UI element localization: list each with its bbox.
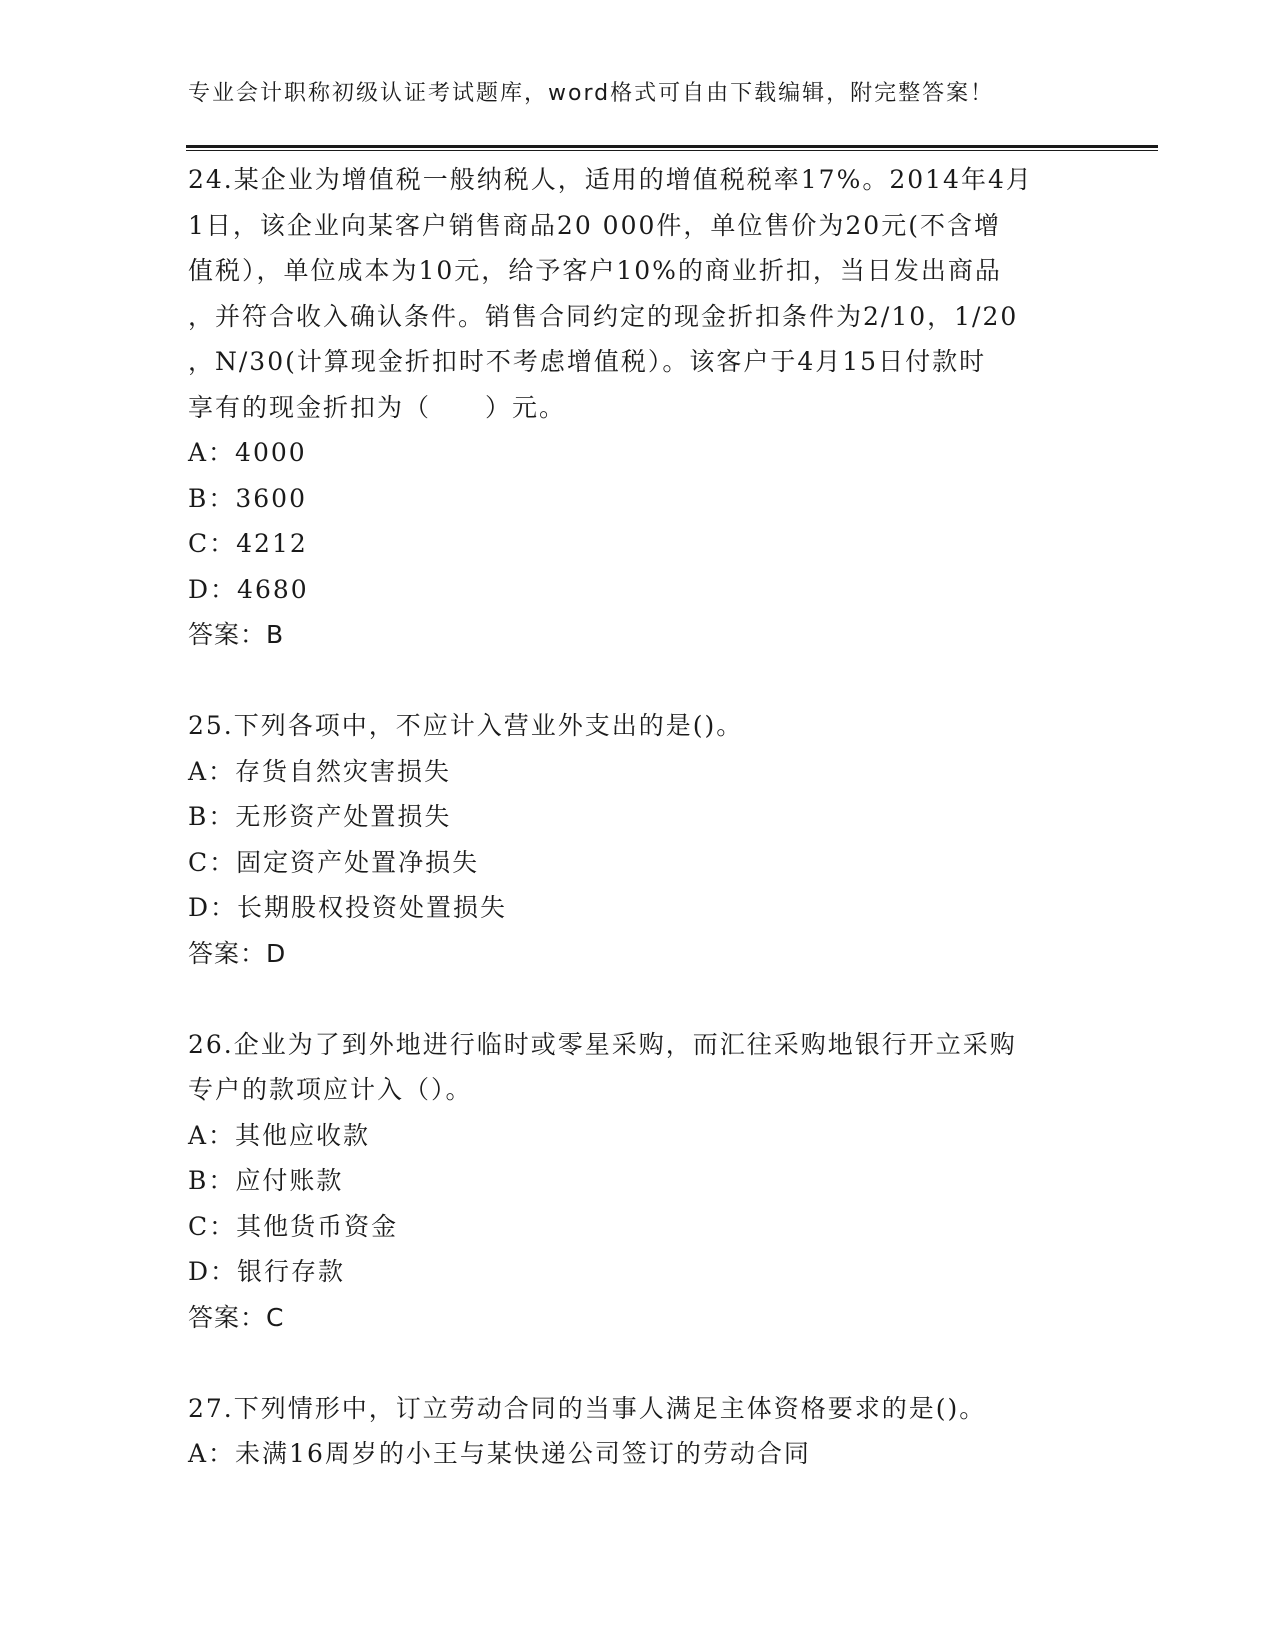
question-block-26 — [188, 1022, 1088, 1341]
question-line: 24.某企业为增值税一般纳税人，适用的增值税税率17%。2014年4月 — [188, 165, 1033, 194]
question-block-24 — [188, 157, 1088, 658]
answer: 答案：D — [188, 938, 287, 968]
option-b: B：3600 — [188, 483, 307, 513]
option-a: A：未满16周岁的小王与某快递公司签订的劳动合同 — [188, 1439, 811, 1468]
question-line: 27.下列情形中，订立劳动合同的当事人满足主体资格要求的是()。 — [188, 1393, 987, 1423]
question-line: ，N/30(计算现金折扣时不考虑增值税）。该客户于4月15日付款时 — [188, 347, 987, 376]
question-line: ，并符合收入确认条件。销售合同约定的现金折扣条件为2/10，1/20 — [188, 301, 1019, 331]
option-a: A：其他应收款 — [188, 1120, 371, 1150]
question-line: 专户的款项应计入（）。 — [188, 1075, 473, 1104]
question-line: 25.下列各项中，不应计入营业外支出的是()。 — [188, 711, 744, 740]
option-a: A：4000 — [188, 438, 307, 467]
question-line: 值税），单位成本为10元，给予客户10%的商业折扣，当日发出商品 — [188, 256, 1002, 285]
question-block-27 — [188, 1386, 1088, 1477]
question-line: 1日，该企业向某客户销售商品20 000件，单位售价为20元(不含增 — [188, 210, 1001, 240]
answer: 答案：B — [188, 620, 285, 649]
header-rule-thin — [186, 150, 1158, 151]
question-line: 26.企业为了到外地进行临时或零星采购，而汇往采购地银行开立采购 — [188, 1029, 1017, 1059]
answer: 答案：C — [188, 1302, 285, 1332]
spacer — [188, 1340, 1088, 1386]
option-b: B：应付账款 — [188, 1166, 344, 1195]
option-a: A：存货自然灾害损失 — [188, 756, 452, 786]
option-c: C：其他货币资金 — [188, 1211, 399, 1241]
option-d: D：银行存款 — [188, 1257, 346, 1286]
option-d: D：长期股权投资处置损失 — [188, 893, 508, 922]
spacer — [188, 658, 1088, 704]
option-b: B：无形资产处置损失 — [188, 802, 452, 831]
question-list — [188, 157, 1088, 1477]
option-d: D：4680 — [188, 574, 309, 604]
header-rule-thick — [186, 145, 1158, 148]
page-header: 专业会计职称初级认证考试题库，word格式可自由下载编辑，附完整答案！ — [188, 81, 995, 106]
question-line: 享有的现金折扣为（ ）元。 — [188, 392, 567, 422]
option-c: C：4212 — [188, 529, 308, 558]
option-c: C：固定资产处置净损失 — [188, 847, 480, 877]
question-block-25 — [188, 703, 1088, 976]
spacer — [188, 976, 1088, 1022]
